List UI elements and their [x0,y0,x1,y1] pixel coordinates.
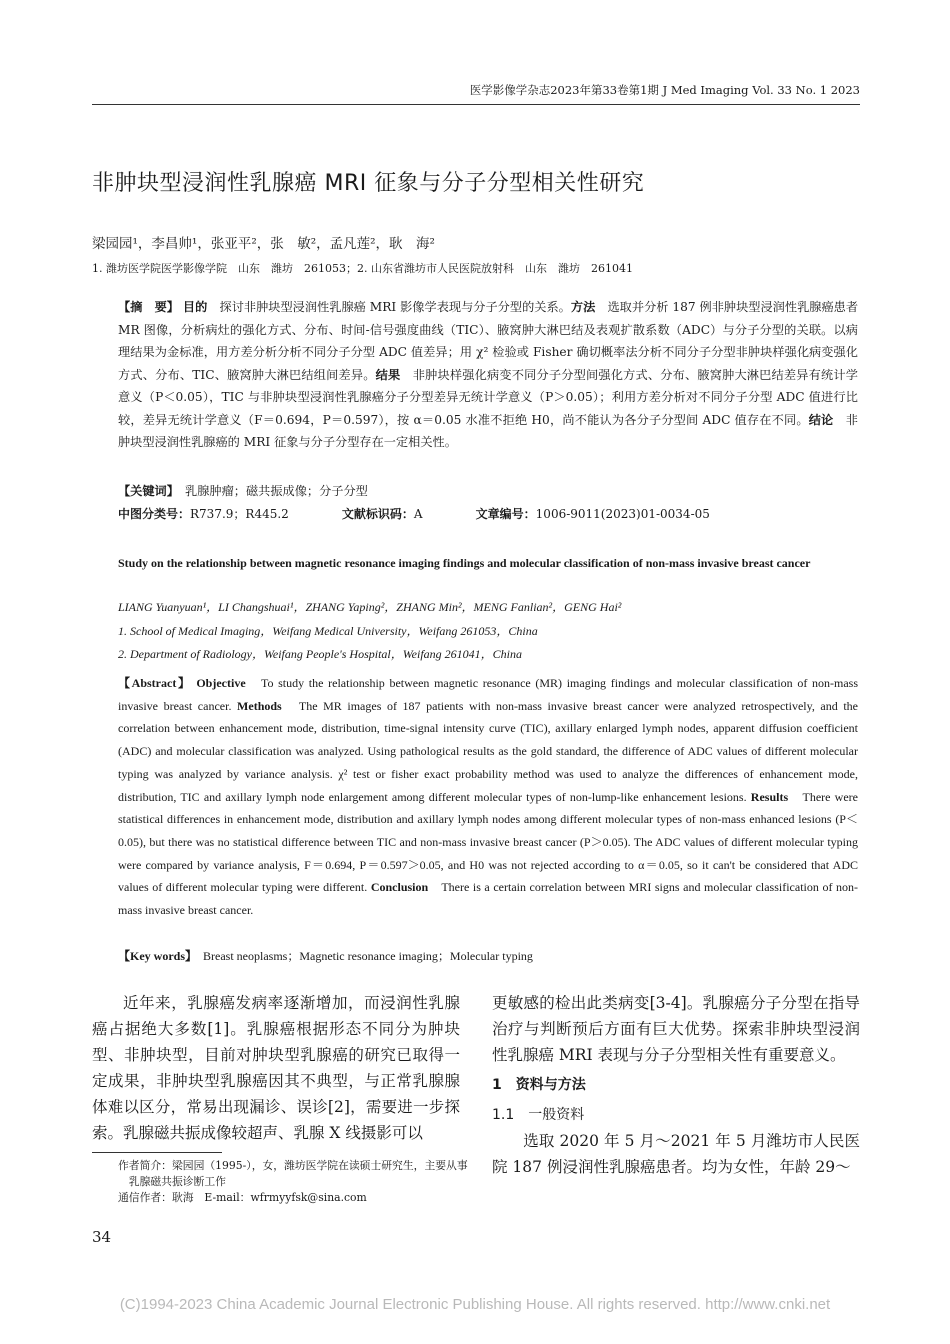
footnote-author-info: 作者简介：梁园园（1995-），女，潍坊医学院在读硕士研究生，主要从事乳腺磁共振诊断工作 [118,1159,468,1188]
abstract-en-methods-label: Methods [237,698,282,713]
abstract-en-results-label: Results [750,789,789,804]
abstract-en [118,672,858,922]
article-number-value: 1006-9011(2023)01-0034-05 [535,507,710,521]
authors-en: LIANG Yuanyuan¹，LI Changshuai¹，ZHANG Yaping²，ZHANG Min²，MENG Fanlian²，GENG Hai² [118,600,622,614]
abstract-en-objective-label: Objective [196,676,246,690]
abstract-cn [118,296,858,454]
running-header: 医学影像学杂志2023年第33卷第1期 J Med Imaging Vol. 33 No. 1 2023 [469,83,860,97]
classification-line [118,505,858,522]
doc-code-label: 文献标识码： [341,507,414,521]
body-right-column [492,990,860,1180]
footnote-corresponding: 通信作者：耿海 E-mail：wfrmyyfsk@sina.com [118,1191,367,1204]
body-left-column: 近年来，乳腺癌发病率逐渐增加，而浸润性乳腺癌占据绝大多数[1]。乳腺癌根据形态不同分为肿块型、非肿块型，目前对肿块型乳腺癌的研究已取得一定成果，非肿块型乳腺癌因其不典型，与正常乳腺腺体难以区分，常易出现漏诊、误诊[2]，需要进一步探索。乳腺磁共振成像较超声、乳腺 X 线摄影可以 [92,994,460,1142]
body-right-paragraph-2: 选取 2020 年 5 月～2021 年 5 月潍坊市人民医院 187 例浸润性乳腺癌患者。均为女性，年龄 29～ [492,1132,860,1176]
keywords-cn-text: 乳腺肿瘤；磁共振成像；分子分型 [172,484,368,498]
affiliation-en-2: 2. Department of Radiology，Weifang People's Hospital，Weifang 261041，China [118,647,522,661]
abstract-en-objective: To study the relationship between magnetic resonance (MR) imaging findings and molecular classification of non-mass invasive breast cancer. [118,676,858,713]
keywords-en-label: 【Key words】 [118,949,191,963]
clc-value: R737.9；R445.2 [190,507,289,521]
abstract-cn-methods-label: 方法 [570,300,596,314]
abstract-cn-conclusion: 非肿块型浸润性乳腺癌的 MRI 征象与分子分型存在一定相关性。 [118,412,858,449]
page-number: 34 [92,1228,112,1246]
footnotes [118,1158,468,1206]
abstract-en-methods: The MR images of 187 patients with non-mass invasive breast cancer were analyzed retrospectively, and the correlation between enhancement mode, distribution, time-signal intensity curve (TIC), axillary enlarged lymph nodes, apparent diffusion coefficient (ADC) and molecular classification was analyzed. Using pathological results as the gold standard, the difference of ADC values of different molecular typing was analyzed by variance analysis. χ² test or fisher exact probability method was used to analyze the differences of enhancement mode, distribution, TIC and axillary lymph node enlargement among different molecular types of non-lump-like enhancement lesions. [118,698,859,804]
copyright-watermark: (C)1994-2023 China Academic Journal Electronic Publishing House. All rights reserved. http://www.cnki.net [119,1296,831,1313]
header-rule [92,104,860,105]
abstract-cn-objective: 探讨非肿块型浸润性乳腺癌 MRI 影像学表现与分子分型的关系。 [207,300,571,314]
clc-label: 中图分类号： [118,507,191,521]
footnote-rule [92,1152,222,1153]
abstract-en-conclusion: There is a certain correlation between MRI signs and molecular classification of non-mass invasive breast cancer. [118,880,859,918]
keywords-cn [118,480,858,503]
abstract-en-results: There were statistical differences in enhancement mode, distribution and axillary lymph nodes among different molecular types of non-mass enhanced lesions (P＜0.05), but there was no statistical difference between TIC and non-mass invasive breast cancer (P＞0.05). The ADC values of different molecular typing were compared by variance analysis, F＝0.694, P＝0.597＞0.05, and H0 was not rejected according to α＝0.05, so it can't be considered that ADC values of different molecular typing were different. [118,789,859,895]
abstract-cn-methods: 选取并分析 187 例非肿块型浸润性乳腺癌患者 MR 图像，分析病灶的强化方式、分布、时间-信号强度曲线（TIC）、腋窝肿大淋巴结及表观扩散系数（ADC）与分子分型的关联。以病理结果为金标准，用方差分析分析不同分子分型 ADC 值差异；用 χ² 检验或 Fisher 确切概率法分析不同分子分型非肿块样强化病变强化方式、分布、TIC、腋窝肿大淋巴结组间差异。 [118,300,859,382]
body-right-paragraph-1: 更敏感的检出此类病变[3-4]。乳腺癌分子分型在指导治疗与判断预后方面有巨大优势。探索非肿块型浸润性乳腺癌 MRI 表现与分子分型相关性有重要意义。 [492,994,860,1064]
keywords-en-text: Breast neoplasms；Magnetic resonance imaging；Molecular typing [191,949,533,963]
section-heading-1-1: 1.1 一般资料 [492,1107,585,1123]
article-title: 非肿块型浸润性乳腺癌 MRI 征象与分子分型相关性研究 [92,171,645,196]
affiliation-en-1: 1. School of Medical Imaging，Weifang Medical University，Weifang 261053，China [118,624,538,638]
abstract-en-label: 【Abstract】 [118,676,192,690]
abstract-cn-conclusion-label: 结论 [808,412,834,427]
abstract-cn-results: 非肿块样强化病变不同分子分型间强化方式、分布、腋窝肿大淋巴结差异有统计学意义（P＜0.05），TIC 与非肿块型浸润性乳腺癌分子分型差异无统计学意义（P＞0.05）；利用方差分析对不同分子分型 ADC 值进行比较，差异无统计学意义（F＝0.694，P＝0.597），按 α＝0.05 水准不拒绝 H0，尚不能认为各分子分型间 ADC 值存在不同。 [118,367,858,427]
affiliation-cn: 1. 潍坊医学院医学影像学院 山东 潍坊 261053；2. 山东省潍坊市人民医院放射科 山东 潍坊 261041 [92,262,633,275]
abstract-cn-results-label: 结果 [375,367,401,382]
article-number-label: 文章编号： [475,507,536,521]
title-en: Study on the relationship between magnetic resonance imaging findings and molecular classification of non-mass invasive breast cancer [118,556,811,570]
abstract-en-conclusion-label: Conclusion [370,880,429,895]
doc-code-value: A [413,507,423,521]
keywords-en [118,945,858,968]
abstract-cn-objective-label: 目的 [182,300,208,314]
section-heading-1: 1 资料与方法 [492,1077,586,1093]
authors-cn: 梁园园¹，李昌帅¹，张亚平²，张 敏²，孟凡莲²，耿 海² [92,236,435,252]
keywords-cn-label: 【关键词】 [118,484,173,498]
abstract-cn-label: 【摘 要】 [118,300,179,314]
